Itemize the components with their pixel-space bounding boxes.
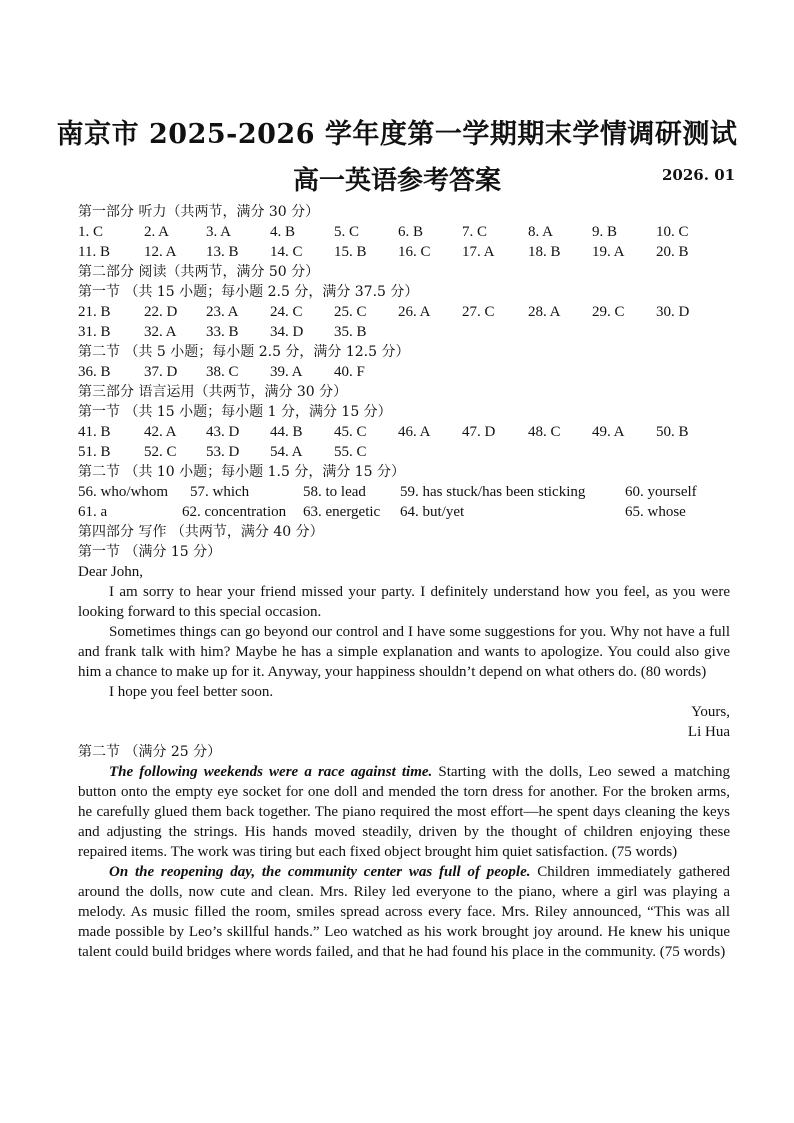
fill-answer: 60. yourself xyxy=(625,484,697,500)
answer-item: 25. C xyxy=(334,304,367,320)
answer-item: 1. C xyxy=(78,224,104,240)
page-subtitle: 高一英语参考答案 xyxy=(292,166,501,196)
part3-heading: 第三部分 语言运用（共两节，满分 30 分） xyxy=(78,384,348,400)
part2-sec1-heading: 第一节 （共 15 小题；每小题 2.5 分，满分 37.5 分） xyxy=(78,284,419,300)
paragraph-body: Starting with the dolls, Leo sewed a matching button onto the empty eye socket for one doll and mended the torn dress for another. For the broken arms, he carefully glued them back together. The piano required the most effort—he spent days cleaning the keys and adjusting the strings. His hands moved steadily, driven by the thought of children enjoying these repaired items. The work was tiring but each fixed object brought him quiet satisfaction. (75 words) xyxy=(78,764,730,860)
part2-sec2-heading: 第二节 （共 5 小题；每小题 2.5 分，满分 12.5 分） xyxy=(78,344,410,360)
fill-answer: 65. whose xyxy=(625,504,686,520)
answer-item: 12. A xyxy=(144,244,177,260)
answer-item: 10. C xyxy=(656,224,689,240)
fill-answer: 64. but/yet xyxy=(400,504,465,520)
letter-paragraph: I am sorry to hear your friend missed your party. I definitely understand how you feel, as you were looking forward to this special occasion. xyxy=(78,584,730,620)
answer-item: 55. C xyxy=(334,444,367,460)
fill-answer: 61. a xyxy=(78,504,108,520)
letter-paragraph: I hope you feel better soon. xyxy=(109,684,274,700)
paragraph-body: Children immediately gathered around the dolls, now cute and clean. Mrs. Riley led everyone to the piano, where a girl was playing a melody. As music filled the room, smiles spread across every face. Mrs. Riley announced, “This was all made possible by Leo’s skillful hands.” Leo watched as his work brought joy around. He knew his unique talent could build bridges where words failed, and that he had found his place in the community. (75 words) xyxy=(78,864,730,960)
answer-item: 46. A xyxy=(398,424,431,440)
answer-item: 30. D xyxy=(656,304,690,320)
answer-item: 18. B xyxy=(528,244,561,260)
fill-answer: 56. who/whom xyxy=(78,484,168,500)
paragraph-lead-sentence: On the reopening day, the community center was full of people. xyxy=(109,864,531,880)
answer-row xyxy=(78,302,730,322)
answer-item: 32. A xyxy=(144,324,177,340)
answer-item: 15. B xyxy=(334,244,367,260)
part4-sec2-heading: 第二节 （满分 25 分） xyxy=(78,744,222,760)
answer-item: 11. B xyxy=(78,244,110,260)
answer-item: 2. A xyxy=(144,224,170,240)
answer-item: 5. C xyxy=(334,224,360,240)
fill-answer-row xyxy=(78,482,730,502)
answer-item: 38. C xyxy=(206,364,239,380)
part3-sec1-heading: 第一节 （共 15 小题；每小题 1 分，满分 15 分） xyxy=(78,404,392,420)
answer-item: 3. A xyxy=(206,224,232,240)
answer-item: 52. C xyxy=(144,444,177,460)
continuation-paragraph xyxy=(78,862,730,962)
answer-item: 24. C xyxy=(270,304,303,320)
answer-item: 16. C xyxy=(398,244,431,260)
answer-item: 7. C xyxy=(462,224,488,240)
answer-item: 27. C xyxy=(462,304,495,320)
part4-sec1-heading: 第一节 （满分 15 分） xyxy=(78,544,222,560)
answer-item: 44. B xyxy=(270,424,303,440)
answer-row xyxy=(78,242,730,262)
paragraph-lead-sentence: The following weekends were a race against time. xyxy=(109,764,433,780)
answer-row xyxy=(78,362,730,382)
answer-item: 20. B xyxy=(656,244,689,260)
answer-item: 13. B xyxy=(206,244,239,260)
part3-sec2-heading: 第二节 （共 10 小题；每小题 1.5 分，满分 15 分） xyxy=(78,464,406,480)
answer-item: 42. A xyxy=(144,424,177,440)
answer-row xyxy=(78,222,730,242)
fill-answer-row xyxy=(78,502,730,522)
answer-item: 34. D xyxy=(270,324,304,340)
answer-item: 45. C xyxy=(334,424,367,440)
answer-item: 47. D xyxy=(462,424,496,440)
answer-item: 6. B xyxy=(398,224,424,240)
answer-item: 31. B xyxy=(78,324,111,340)
letter-closing: Yours, xyxy=(691,704,730,720)
answer-item: 22. D xyxy=(144,304,178,320)
letter-paragraph: Sometimes things can go beyond our control and I have some suggestions for you. Why not have a full and frank talk with him? Maybe he has a simple explanation and wants to apologize. You could also give him a chance to make up for it. Anyway, your happiness shouldn’t depend on what others do. (80 words) xyxy=(78,624,730,680)
answer-item: 36. B xyxy=(78,364,111,380)
answer-item: 53. D xyxy=(206,444,240,460)
answer-item: 51. B xyxy=(78,444,111,460)
part4-heading: 第四部分 写作 （共两节，满分 40 分） xyxy=(78,524,324,540)
part2-heading: 第二部分 阅读（共两节，满分 50 分） xyxy=(78,264,320,280)
answer-row xyxy=(78,322,730,342)
page-title: 南京市 2025-2026 学年度第一学期期末学情调研测试 xyxy=(56,119,738,150)
fill-answer: 63. energetic xyxy=(303,504,381,520)
fill-answer: 62. concentration xyxy=(182,504,287,520)
continuation-paragraph xyxy=(78,762,730,862)
answer-item: 37. D xyxy=(144,364,178,380)
answer-item: 39. A xyxy=(270,364,303,380)
answer-item: 50. B xyxy=(656,424,689,440)
answer-item: 35. B xyxy=(334,324,367,340)
answer-row xyxy=(78,442,730,462)
answer-item: 26. A xyxy=(398,304,431,320)
answer-item: 9. B xyxy=(592,224,618,240)
answer-item: 33. B xyxy=(206,324,239,340)
answer-row xyxy=(78,422,730,442)
part1-heading: 第一部分 听力（共两节，满分 30 分） xyxy=(78,204,320,220)
answer-item: 4. B xyxy=(270,224,296,240)
fill-answer: 58. to lead xyxy=(303,484,366,500)
answer-item: 41. B xyxy=(78,424,111,440)
letter-signature: Li Hua xyxy=(687,724,730,740)
answer-item: 19. A xyxy=(592,244,625,260)
answer-item: 17. A xyxy=(462,244,495,260)
answer-item: 54. A xyxy=(270,444,303,460)
fill-answer: 57. which xyxy=(190,484,250,500)
answer-item: 21. B xyxy=(78,304,111,320)
answer-item: 40. F xyxy=(334,364,365,380)
fill-answer: 59. has stuck/has been sticking xyxy=(400,484,586,500)
answer-content xyxy=(78,202,730,962)
letter-greeting: Dear John, xyxy=(78,564,143,580)
answer-item: 29. C xyxy=(592,304,625,320)
exam-date: 2026. 01 xyxy=(662,166,736,184)
answer-item: 14. C xyxy=(270,244,303,260)
answer-item: 49. A xyxy=(592,424,625,440)
answer-item: 48. C xyxy=(528,424,561,440)
answer-item: 43. D xyxy=(206,424,240,440)
answer-item: 23. A xyxy=(206,304,239,320)
answer-item: 28. A xyxy=(528,304,561,320)
answer-item: 8. A xyxy=(528,224,554,240)
